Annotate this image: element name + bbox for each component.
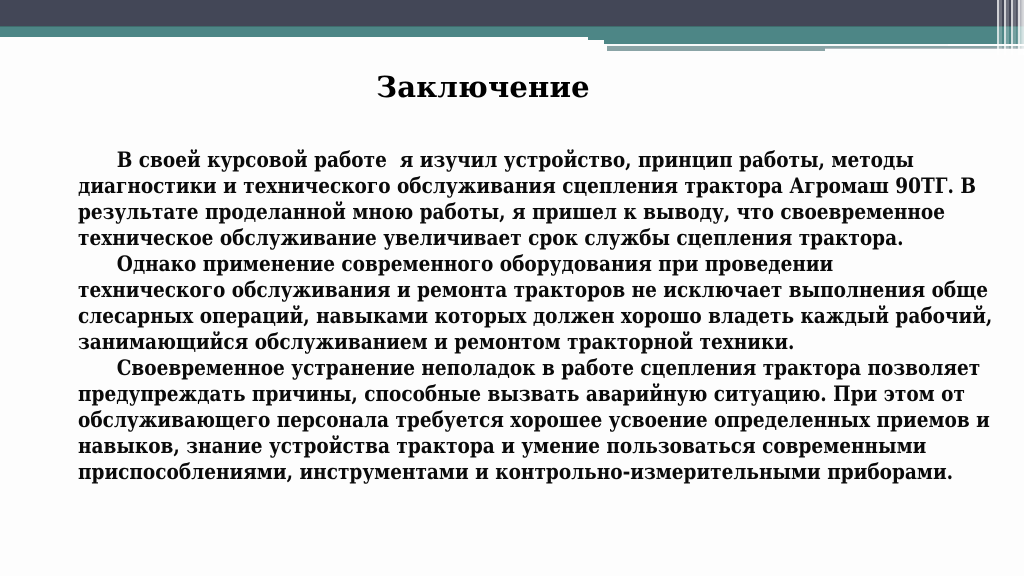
slide-body (78, 147, 1024, 485)
header-vertical-stripes (995, 0, 1024, 55)
body-line: результате проделанной мною работы, я пришел к выводу, что своевременное (78, 199, 946, 224)
body-line: Однако применение современного оборудования при проведении (116, 251, 834, 276)
body-paragraph (78, 147, 1024, 251)
body-line: навыков, знание устройства трактора и умение пользоваться современными (78, 433, 927, 458)
body-line: занимающийся обслуживанием и ремонтом тракторной техники. (78, 329, 795, 354)
body-line: технического обслуживания и ремонта тракторов не исключает выполнения обще (78, 277, 988, 302)
body-paragraph (78, 355, 1024, 485)
header-teal-step (588, 37, 607, 40)
body-line: Своевременное устранение неполадок в работе сцепления трактора позволяет (116, 355, 981, 380)
header-bar-teal-left (0, 26, 604, 37)
body-line: предупреждать причины, способные вызвать аварийную ситуацию. При этом от (78, 381, 965, 406)
header-bar-dark (0, 0, 1024, 26)
header-bar-teal-right (604, 26, 1024, 44)
body-line: В своей курсовой работе я изучил устройство, принцип работы, методы (116, 147, 914, 172)
body-line: обслуживающего персонала требуется хорошее усвоение определенных приемов и (78, 407, 990, 432)
slide-title: Заключение (376, 70, 590, 104)
body-line: слесарных операций, навыками которых должен хорошо владеть каждый рабочий, (78, 303, 993, 328)
body-line: техническое обслуживание увеличивает срок службы сцепления трактора. (78, 225, 904, 250)
body-line: приспособлениями, инструментами и контрольно-измерительными приборами. (78, 459, 954, 484)
body-paragraph (78, 251, 1024, 355)
body-line: диагностики и технического обслуживания сцепления трактора Агромаш 90ТГ. В (78, 173, 976, 198)
